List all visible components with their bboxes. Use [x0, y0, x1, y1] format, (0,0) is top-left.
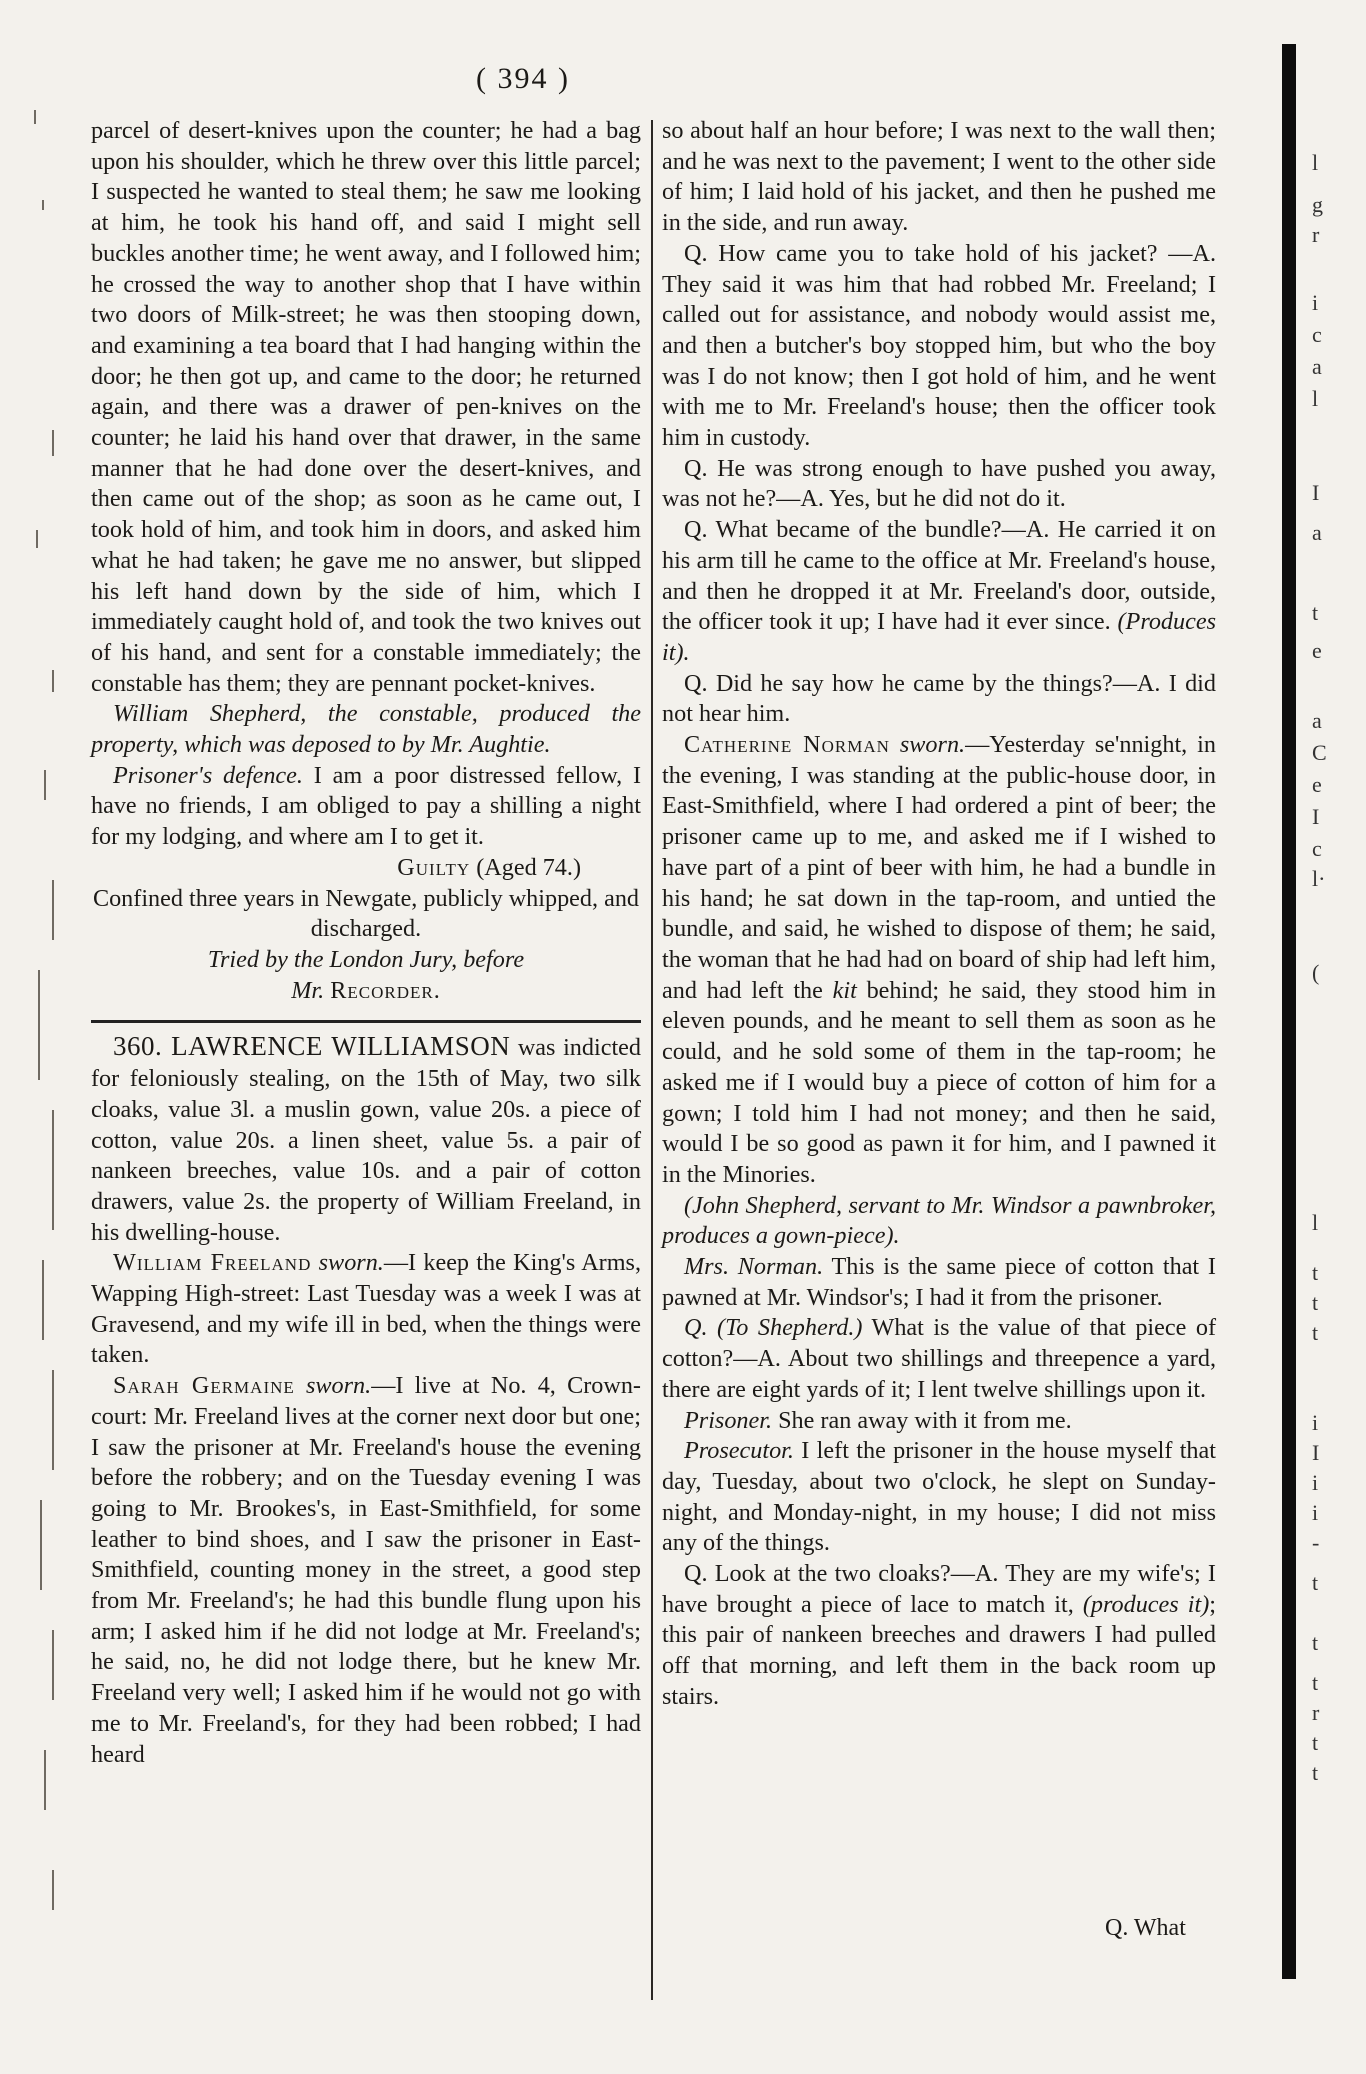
bleed-letter: l — [1312, 386, 1319, 411]
bleed-letter: t — [1312, 1670, 1319, 1695]
verdict: Guilty — [397, 853, 471, 881]
speaker-label: Mrs. Norman. — [684, 1253, 824, 1281]
bleed-letter: t — [1312, 1760, 1319, 1785]
witness-name: Catherine Norman — [684, 731, 890, 759]
property-note: William Shepherd, the constable, produced the property, which was deposed to by Mr. Aughtie. — [91, 700, 641, 759]
bleed-letter: c — [1312, 322, 1322, 347]
bleed-letter: i — [1312, 1470, 1319, 1495]
case-text: was indicted for feloniously stealing, on the 15th of May, two silk cloaks, value 3l. a muslin gown, value 20s. a piece of cotton, value 20s. a linen sheet, value 5s. a pair of nankeen breeches, value 10s. and a pair of cotton drawers, value 2s. the property of William Freeland, in his dwelling-house. — [91, 1034, 641, 1246]
bleed-letter: t — [1312, 1730, 1319, 1755]
bleed-letter: i — [1312, 290, 1319, 315]
bleed-letter: ( — [1312, 960, 1320, 985]
question-3 — [662, 515, 1216, 669]
bleed-letter: a — [1312, 354, 1322, 379]
bleed-letter: a — [1312, 708, 1322, 733]
bleed-letter: t — [1312, 1320, 1319, 1345]
sworn-label: sworn. — [294, 1372, 372, 1400]
kit-word: kit — [832, 976, 857, 1004]
bleed-letter: I — [1312, 1440, 1320, 1465]
witness-text: —I live at No. 4, Crown-court: Mr. Freeland lives at the corner next door but one; I saw the prisoner at Mr. Freeland's house the evening before the robbery; and on the Tuesday evening I was going to Mr. Brookes's, in East-Smithfield, for some leather to bind shoes, and I saw the prisoner in East-Smithfield, counting money in the street, a good step from Mr. Freeland's; he had this bundle flung upon his arm; I asked him if he did not lodge at Mr. Freeland's; he said, no, he did not lodge there, but he knew Mr. Freeland very well; I asked him if he would not go with me to Mr. Freeland's, for they had been robbed; I had heard — [91, 1372, 641, 1768]
speaker-label: Prisoner. — [684, 1406, 773, 1434]
witness-text-continued: behind; he said, they stood him in eleven pounds, and he meant to sell them as soon as he could, and he sold some of them in the tap-room; he asked me if I would buy a piece of cotton of him for a gown; I told him I had not money; and then he said, would I be so good as pawn it for him, and I pawned it in the Minories. — [662, 976, 1216, 1188]
case-separator-rule — [91, 1020, 641, 1023]
gutter-marks — [22, 110, 72, 1960]
question-to-shepherd — [662, 1313, 1216, 1405]
question-6-text-continued: ; this pair of nankeen breeches and drawers I had pulled off that morning, and left them in the back room up stairs. — [662, 1590, 1216, 1710]
speaker-text: She ran away with it from me. — [772, 1406, 1072, 1434]
bleed-letter: l — [1312, 1210, 1319, 1235]
prisoner-defence — [91, 761, 641, 853]
question-6 — [662, 1559, 1216, 1713]
judge-name: Recorder. — [330, 976, 441, 1004]
bleed-letter: t — [1312, 1260, 1319, 1285]
bleed-letter: l — [1312, 150, 1319, 175]
witness-norman — [662, 730, 1216, 1191]
catchword: Q. What — [1105, 1915, 1186, 1941]
bleed-letter: e — [1312, 772, 1322, 797]
bleed-letter: r — [1312, 222, 1320, 247]
defence-label: Prisoner's defence. — [113, 761, 303, 789]
judge-prefix: Mr. — [291, 976, 331, 1004]
witness-text: —Yesterday se'nnight, in the evening, I was standing at the public-house door, in East-Smithfield, where I had ordered a pint of beer; the prisoner came up to me, and asked me if I wished to have part of a pint of beer with him, he had a bundle in his hand; he sat down in the tap-room, and untied the bundle, and said, he wished to dispose of them; he said, the woman that he had had on board of ship had left him, and had left the — [662, 731, 1216, 1004]
bleed-letter: c — [1312, 836, 1322, 861]
page-number: ( 394 ) — [476, 62, 570, 95]
bleed-letter: I — [1312, 480, 1320, 505]
question-2: Q. He was strong enough to have pushed you away, was not he?—A. Yes, but he did not do it. — [662, 454, 1216, 513]
right-column — [662, 116, 1216, 1713]
speaker-label: Prosecutor. — [684, 1437, 794, 1465]
bleed-letter: t — [1312, 1290, 1319, 1315]
tried-judge-line — [91, 976, 641, 1007]
bleed-letter: e — [1312, 638, 1322, 663]
speaker-label: Q. (To Shepherd.) — [684, 1314, 863, 1342]
bleed-letter: l· — [1312, 866, 1326, 891]
witness-name: Sarah Germaine — [113, 1372, 295, 1400]
question-4: Q. Did he say how he came by the things?—A. I did not hear him. — [662, 669, 1216, 728]
question-3-text: Q. What became of the bundle?—A. He carried it on his arm till he came to the office at Mr. Freeland's house, and then he dropped it at Mr. Freeland's door, outside, the officer took it up; I have had it ever since. — [662, 516, 1216, 636]
right-paragraph-1: so about half an hour before; I was next to the wall then; and he was next to the pavement; I went to the other side of him; I laid hold of his jacket, and then he pushed me in the side, and run away. — [662, 117, 1216, 237]
defence-text: I am a poor distressed fellow, I have no friends, I am obliged to pay a shilling a night for my lodging, and where am I to get it. — [91, 761, 642, 851]
witness-name: William Freeland — [113, 1249, 312, 1277]
case-heading — [91, 1031, 641, 1248]
sworn-label: sworn. — [889, 731, 966, 759]
mrs-norman — [662, 1252, 1216, 1313]
tried-line: Tried by the London Jury, before — [207, 945, 525, 973]
bleed-letter: - — [1312, 1530, 1320, 1555]
question-6-text: Q. Look at the two cloaks?—A. They are my wife's; I have brought a piece of lace to match it, — [662, 1560, 1216, 1618]
bleed-letter: C — [1312, 740, 1327, 765]
prisoner-age: (Aged 74.) — [470, 853, 581, 881]
column-divider — [651, 120, 653, 2000]
speaker-text: I left the prisoner in the house myself that day, Tuesday, about two o'clock, he slept on Sunday-night, and Monday-night, in my house; I did not miss any of the things. — [662, 1437, 1216, 1557]
speaker-text: This is the same piece of cotton that I pawned at Mr. Windsor's; I had it from the prisoner. — [662, 1253, 1216, 1311]
left-paragraph-1: parcel of desert-knives upon the counter; he had a bag upon his shoulder, which he threw over this little parcel; I suspected he wanted to steal them; he saw me looking at him, he took his hand off, and said I might sell buckles another time; he went away, and I followed him; he crossed the way to another shop that I have within two doors of Milk-street; he was then stooping down, and examining a tea board that I had hanging within the door; he then got up, and came to the door; he returned again, and there was a drawer of pen-knives on the counter; he laid his hand over that drawer, in the same manner that he had done over the desert-knives, and then came out of the shop; as soon as he came out, I took hold of him, and took him in doors, and asked him what he had taken; he gave me no answer, but slipped his left hand down by the side of him, which I immediately caught hold of, and took the two knives out of his hand, and sent for a constable immediately; the constable has them; they are pennant pocket-knives. — [91, 117, 641, 697]
sworn-label: sworn. — [311, 1249, 384, 1277]
verdict-line — [91, 853, 641, 884]
witness-text: —I keep the King's Arms, Wapping High-street: Last Tuesday was a week I was at Gravesend, and my wife ill in bed, when the things were taken. — [91, 1249, 641, 1369]
case-number-name: 360. LAWRENCE WILLIAMSON — [113, 1031, 511, 1062]
prisoner-line — [662, 1406, 1216, 1437]
bleed-letter: g — [1312, 192, 1323, 217]
pawnbroker-note: (John Shepherd, servant to Mr. Windsor a pawnbroker, produces a gown-piece). — [662, 1191, 1216, 1250]
produces-note: (Produces it). — [662, 608, 1216, 666]
bleed-letter: i — [1312, 1500, 1319, 1525]
bleed-letter: I — [1312, 804, 1320, 829]
prosecutor-line — [662, 1436, 1216, 1559]
witness-freeland — [91, 1248, 641, 1371]
bleed-letter: t — [1312, 1570, 1319, 1595]
bleed-letter: a — [1312, 520, 1322, 545]
bleed-letter: i — [1312, 1410, 1319, 1435]
bleed-letter: t — [1312, 1630, 1319, 1655]
speaker-text: What is the value of that piece of cotton?—A. About two shillings and threepence a yard, there are eight yards of it; I lent twelve shillings upon it. — [662, 1314, 1217, 1403]
bleed-letter: r — [1312, 1700, 1320, 1725]
sentence: Confined three years in Newgate, publicly whipped, and discharged. — [92, 884, 640, 943]
question-1: Q. How came you to take hold of his jacket? —A. They said it was him that had robbed Mr. Freeland; I called out for assistance, and nobody would assist me, and then a butcher's boy stopped him, but who the boy was I do not know; then I got hold of him, and he went with me to Mr. Freeland's house; then the officer took him in custody. — [662, 239, 1216, 452]
produces-note: (produces it) — [1082, 1590, 1210, 1618]
bleed-letter: t — [1312, 600, 1319, 625]
binding-shadow-bar — [1282, 44, 1296, 1979]
witness-germaine — [91, 1371, 641, 1770]
left-column — [91, 116, 641, 1770]
